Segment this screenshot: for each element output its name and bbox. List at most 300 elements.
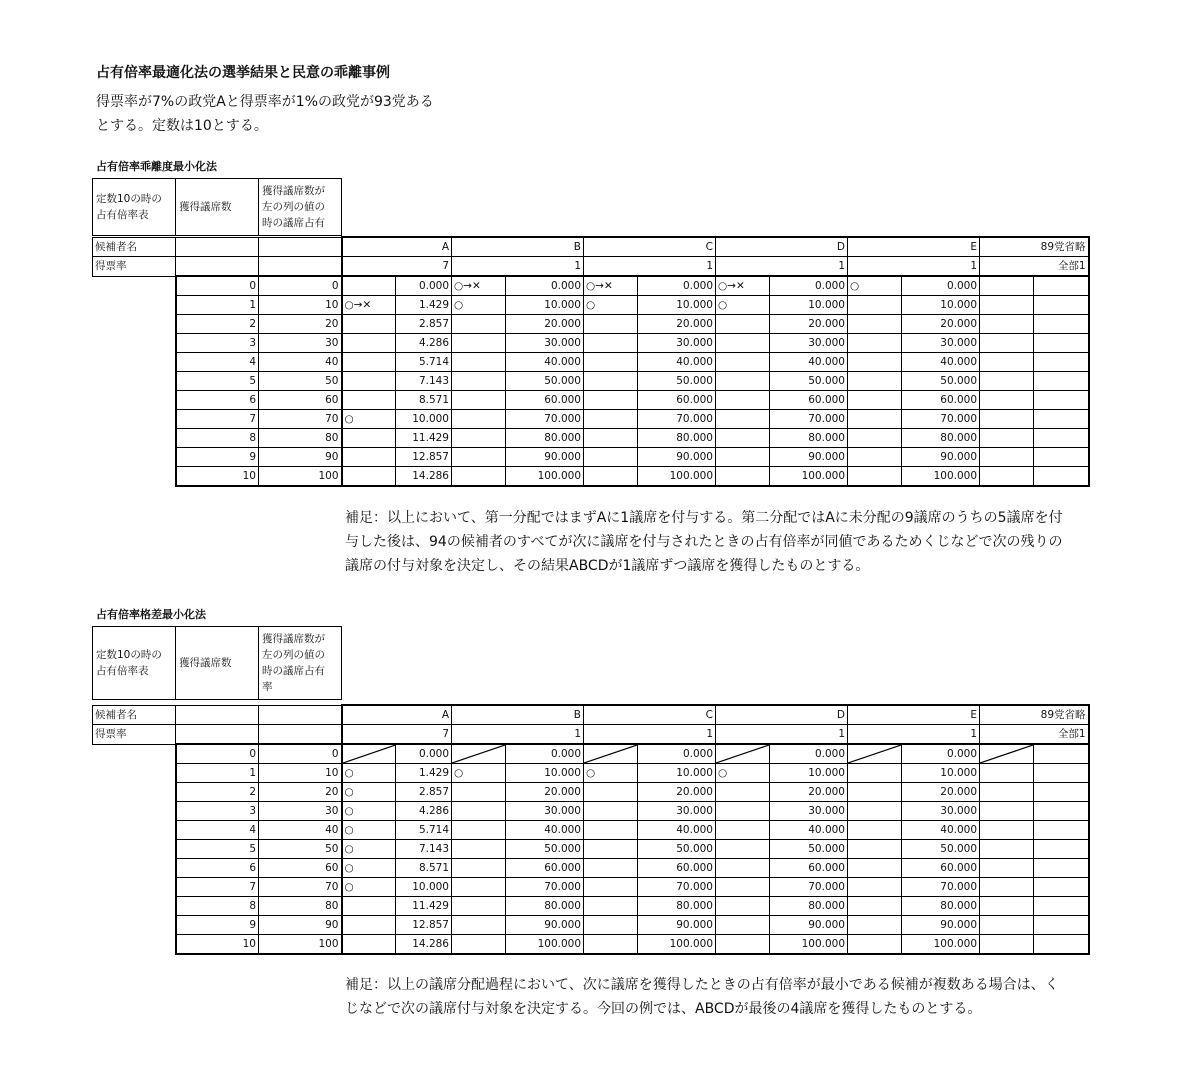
mark-cell — [584, 467, 638, 487]
mark-cell — [716, 372, 770, 391]
mark-cell — [848, 353, 902, 372]
value-cell: 4.286 — [396, 802, 452, 821]
value-cell: 100.000 — [902, 467, 980, 487]
share-cell: 20 — [259, 315, 342, 334]
mark-cell — [980, 353, 1034, 372]
value-cell: 30.000 — [638, 802, 716, 821]
mark-cell — [980, 878, 1034, 897]
empty-cell — [93, 315, 176, 334]
mark-cell — [452, 467, 506, 487]
share-cell: 10 — [259, 296, 342, 315]
value-cell — [1034, 878, 1089, 897]
value-cell: 2.857 — [396, 315, 452, 334]
candidate-cell: 89党省略 — [980, 237, 1089, 257]
mark-cell — [980, 410, 1034, 429]
empty-cell — [93, 764, 176, 783]
mark-cell — [980, 372, 1034, 391]
empty-cell — [176, 257, 259, 277]
mark-cell — [980, 467, 1034, 487]
mark-cell — [584, 391, 638, 410]
mark-cell — [584, 802, 638, 821]
value-cell: 90.000 — [770, 916, 848, 935]
empty-cell — [93, 821, 176, 840]
value-cell: 8.571 — [396, 391, 452, 410]
table-row — [93, 448, 1089, 467]
value-cell — [1034, 334, 1089, 353]
table-row — [93, 353, 1089, 372]
seats-cell: 4 — [176, 821, 259, 840]
table-row — [93, 764, 1089, 783]
mark-cell — [342, 391, 396, 410]
mark-cell — [980, 802, 1034, 821]
share-cell: 40 — [259, 353, 342, 372]
mark-cell — [848, 916, 902, 935]
mark-cell — [452, 935, 506, 955]
value-cell — [1034, 276, 1089, 296]
mark-cell — [584, 410, 638, 429]
value-cell — [1034, 764, 1089, 783]
value-cell — [1034, 429, 1089, 448]
mark-cell — [342, 935, 396, 955]
mark-cell — [980, 859, 1034, 878]
candidate-cell: A — [342, 237, 452, 257]
candidate-row — [93, 237, 1089, 257]
value-cell — [1034, 744, 1089, 764]
table-row — [93, 859, 1089, 878]
share-cell: 100 — [259, 935, 342, 955]
mark-cell — [716, 802, 770, 821]
empty-cell — [93, 802, 176, 821]
seats-cell: 0 — [176, 276, 259, 296]
table-row — [93, 276, 1089, 296]
value-cell — [1034, 821, 1089, 840]
mark-cell: ○→✕ — [716, 276, 770, 296]
table-row — [93, 334, 1089, 353]
value-cell: 10.000 — [506, 764, 584, 783]
value-cell: 11.429 — [396, 897, 452, 916]
value-cell: 10.000 — [638, 764, 716, 783]
empty-cell — [93, 276, 176, 296]
mark-cell — [980, 391, 1034, 410]
candidate-row — [93, 705, 1089, 725]
seats-cell: 1 — [176, 296, 259, 315]
candidate-cell: 全部1 — [980, 257, 1089, 277]
value-cell: 30.000 — [902, 334, 980, 353]
mark-cell — [848, 372, 902, 391]
share-cell: 0 — [259, 276, 342, 296]
value-cell: 20.000 — [902, 315, 980, 334]
seats-cell: 6 — [176, 391, 259, 410]
diagonal-slash — [848, 744, 902, 764]
mark-cell — [980, 821, 1034, 840]
mark-cell — [452, 334, 506, 353]
value-cell: 30.000 — [506, 802, 584, 821]
value-cell: 30.000 — [770, 334, 848, 353]
share-cell: 60 — [259, 859, 342, 878]
mark-cell — [848, 448, 902, 467]
value-cell: 70.000 — [638, 410, 716, 429]
mark-cell: ○ — [584, 764, 638, 783]
mark-cell — [452, 448, 506, 467]
mark-cell — [584, 859, 638, 878]
value-cell: 70.000 — [638, 878, 716, 897]
share-cell: 80 — [259, 429, 342, 448]
mark-cell — [848, 802, 902, 821]
mark-cell — [342, 353, 396, 372]
share-cell: 30 — [259, 334, 342, 353]
note-line: じなどで次の議席付与対象を決定する。今回の例では、ABCDが最後の4議席を獲得したものとする。 — [345, 1001, 982, 1017]
mark-cell — [848, 859, 902, 878]
mark-cell — [848, 821, 902, 840]
candidate-cell: 1 — [584, 725, 716, 745]
share-cell: 90 — [259, 916, 342, 935]
value-cell: 14.286 — [396, 467, 452, 487]
mark-cell: ○ — [342, 802, 396, 821]
mark-cell — [848, 334, 902, 353]
value-cell: 80.000 — [506, 897, 584, 916]
mark-cell — [980, 840, 1034, 859]
mark-cell — [584, 429, 638, 448]
mark-cell: ○ — [342, 410, 396, 429]
seats-cell: 8 — [176, 429, 259, 448]
mark-cell — [848, 467, 902, 487]
value-cell — [1034, 391, 1089, 410]
mark-cell — [452, 391, 506, 410]
seats-cell: 4 — [176, 353, 259, 372]
value-cell — [1034, 897, 1089, 916]
seats-cell: 9 — [176, 448, 259, 467]
diagonal-slash — [342, 744, 396, 764]
header-label: 定数10の時の 占有倍率表 — [93, 179, 176, 236]
note-line: 議席の付与対象を決定し、その結果ABCDが1議席ずつ議席を獲得したものとする。 — [345, 558, 870, 574]
candidate-cell: 1 — [452, 725, 584, 745]
value-cell: 0.000 — [638, 276, 716, 296]
empty-cell — [259, 725, 342, 745]
mark-cell: ○ — [342, 840, 396, 859]
value-cell: 70.000 — [506, 878, 584, 897]
mark-cell — [342, 315, 396, 334]
candidate-cell: 1 — [716, 257, 848, 277]
value-cell: 10.000 — [902, 764, 980, 783]
mark-cell — [716, 448, 770, 467]
mark-cell: ○→✕ — [452, 276, 506, 296]
table-row — [93, 878, 1089, 897]
mark-cell: ○ — [716, 296, 770, 315]
mark-cell — [980, 448, 1034, 467]
header-label: 獲得議席数 — [176, 179, 259, 236]
mark-cell: ○ — [452, 764, 506, 783]
candidate-cell: 1 — [452, 257, 584, 277]
value-cell: 90.000 — [638, 916, 716, 935]
table-row — [93, 296, 1089, 315]
value-cell: 80.000 — [770, 429, 848, 448]
value-cell: 0.000 — [770, 276, 848, 296]
value-cell: 70.000 — [902, 878, 980, 897]
value-cell: 70.000 — [902, 410, 980, 429]
candidate-cell: C — [584, 237, 716, 257]
seats-cell: 3 — [176, 802, 259, 821]
value-cell: 80.000 — [902, 429, 980, 448]
value-cell: 20.000 — [506, 783, 584, 802]
value-cell: 70.000 — [506, 410, 584, 429]
candidate-cell: 7 — [342, 257, 452, 277]
header-label: 定数10の時の 占有倍率表 — [93, 627, 176, 700]
value-cell: 11.429 — [396, 429, 452, 448]
rate-row — [93, 725, 1089, 745]
value-cell: 20.000 — [770, 315, 848, 334]
value-cell: 60.000 — [770, 391, 848, 410]
candidate-cell: B — [452, 705, 584, 725]
table-row — [93, 802, 1089, 821]
candidate-cell: 1 — [716, 725, 848, 745]
mark-cell — [452, 859, 506, 878]
value-cell: 40.000 — [506, 821, 584, 840]
value-cell — [1034, 935, 1089, 955]
share-cell: 50 — [259, 840, 342, 859]
mark-cell — [980, 334, 1034, 353]
mark-cell — [980, 897, 1034, 916]
share-cell: 60 — [259, 391, 342, 410]
row-label: 得票率 — [93, 257, 176, 277]
candidate-cell: E — [848, 237, 980, 257]
diagonal-slash — [584, 744, 638, 764]
value-cell — [1034, 783, 1089, 802]
value-cell — [1034, 840, 1089, 859]
value-cell: 10.000 — [770, 296, 848, 315]
mark-cell — [584, 916, 638, 935]
value-cell: 50.000 — [506, 372, 584, 391]
mark-cell — [980, 916, 1034, 935]
value-cell — [1034, 916, 1089, 935]
header-block — [92, 626, 342, 700]
table-row — [93, 315, 1089, 334]
value-cell: 0.000 — [902, 744, 980, 764]
mark-cell — [584, 935, 638, 955]
mark-cell — [716, 353, 770, 372]
diagonal-slash — [452, 744, 506, 764]
empty-cell — [259, 705, 342, 725]
mark-cell — [342, 448, 396, 467]
intro-line: とする。定数は10とする。 — [96, 118, 268, 134]
share-cell: 80 — [259, 897, 342, 916]
mark-cell — [716, 821, 770, 840]
empty-cell — [93, 744, 176, 764]
section-title: 占有倍率格差最小化法 — [96, 608, 206, 621]
mark-cell — [716, 783, 770, 802]
value-cell: 30.000 — [902, 802, 980, 821]
mark-cell: ○ — [342, 878, 396, 897]
value-cell: 40.000 — [902, 821, 980, 840]
empty-cell — [93, 372, 176, 391]
header-label: 獲得議席数が 左の列の値の 時の議席占有 率 — [259, 627, 342, 700]
value-cell: 60.000 — [770, 859, 848, 878]
value-cell: 60.000 — [902, 391, 980, 410]
note-text — [345, 506, 1105, 578]
share-cell: 100 — [259, 467, 342, 487]
empty-cell — [93, 410, 176, 429]
table-row — [93, 429, 1089, 448]
empty-cell — [176, 705, 259, 725]
mark-cell — [848, 935, 902, 955]
value-cell: 20.000 — [638, 315, 716, 334]
section-title: 占有倍率乖離度最小化法 — [96, 160, 217, 173]
value-cell: 90.000 — [770, 448, 848, 467]
seats-cell: 9 — [176, 916, 259, 935]
mark-cell — [342, 467, 396, 487]
value-cell: 70.000 — [770, 878, 848, 897]
seats-cell: 7 — [176, 410, 259, 429]
mark-cell — [716, 897, 770, 916]
empty-cell — [93, 429, 176, 448]
mark-cell: ○ — [342, 764, 396, 783]
mark-cell — [584, 897, 638, 916]
mark-cell — [342, 276, 396, 296]
candidate-cell: 1 — [848, 257, 980, 277]
seats-cell: 2 — [176, 315, 259, 334]
value-cell: 12.857 — [396, 916, 452, 935]
table-row — [93, 391, 1089, 410]
value-cell: 50.000 — [770, 372, 848, 391]
value-cell — [1034, 448, 1089, 467]
value-cell: 80.000 — [506, 429, 584, 448]
note-line: 与した後は、94の候補者のすべてが次に議席を付与されたときの占有倍率が同値であるためくじなどで次の残りの — [345, 534, 1063, 550]
value-cell: 5.714 — [396, 821, 452, 840]
value-cell: 7.143 — [396, 840, 452, 859]
mark-cell: ○ — [584, 296, 638, 315]
mark-cell — [716, 840, 770, 859]
mark-cell — [980, 783, 1034, 802]
empty-cell — [93, 467, 176, 487]
mark-cell — [452, 353, 506, 372]
value-cell: 50.000 — [902, 372, 980, 391]
mark-cell: ○ — [342, 783, 396, 802]
mark-cell — [342, 916, 396, 935]
empty-cell — [176, 237, 259, 257]
empty-cell — [93, 296, 176, 315]
share-cell: 40 — [259, 821, 342, 840]
candidate-cell: B — [452, 237, 584, 257]
candidate-cell: 全部1 — [980, 725, 1089, 745]
mark-cell: ○→✕ — [342, 296, 396, 315]
share-cell: 30 — [259, 802, 342, 821]
value-cell: 0.000 — [638, 744, 716, 764]
mark-cell — [980, 935, 1034, 955]
mark-cell — [716, 467, 770, 487]
table-row — [93, 840, 1089, 859]
mark-cell — [716, 410, 770, 429]
value-cell: 90.000 — [902, 448, 980, 467]
value-cell: 14.286 — [396, 935, 452, 955]
empty-cell — [93, 783, 176, 802]
candidate-cell: D — [716, 705, 848, 725]
value-cell: 60.000 — [902, 859, 980, 878]
mark-cell — [452, 916, 506, 935]
table-row — [93, 372, 1089, 391]
note-text — [345, 973, 1105, 1021]
value-cell: 40.000 — [638, 821, 716, 840]
mark-cell — [452, 315, 506, 334]
table-row — [93, 467, 1089, 487]
mark-cell — [342, 372, 396, 391]
table-row — [93, 410, 1089, 429]
empty-cell — [93, 840, 176, 859]
mark-cell — [716, 878, 770, 897]
note-line: 補足：以上において、第一分配ではまずAに1議席を付与する。第二分配ではAに未分配の9議席のうちの5議席を付 — [345, 510, 1063, 526]
mark-cell — [848, 840, 902, 859]
value-cell: 0.000 — [506, 276, 584, 296]
intro-text — [96, 90, 434, 138]
mark-cell: ○→✕ — [584, 276, 638, 296]
value-cell — [1034, 859, 1089, 878]
mark-cell: ○ — [716, 764, 770, 783]
seats-cell: 5 — [176, 372, 259, 391]
table-row — [93, 821, 1089, 840]
value-cell: 12.857 — [396, 448, 452, 467]
share-cell: 0 — [259, 744, 342, 764]
value-cell: 0.000 — [902, 276, 980, 296]
value-cell: 20.000 — [638, 783, 716, 802]
value-cell: 10.000 — [638, 296, 716, 315]
value-cell: 5.714 — [396, 353, 452, 372]
seats-cell: 7 — [176, 878, 259, 897]
table-row — [93, 783, 1089, 802]
mark-cell — [584, 315, 638, 334]
empty-cell — [93, 334, 176, 353]
value-cell — [1034, 353, 1089, 372]
mark-cell — [848, 296, 902, 315]
mark-cell — [848, 410, 902, 429]
candidate-cell: 7 — [342, 725, 452, 745]
header-label: 獲得議席数 — [176, 627, 259, 700]
value-cell: 20.000 — [770, 783, 848, 802]
value-cell: 10.000 — [396, 410, 452, 429]
mark-cell: ○ — [848, 276, 902, 296]
mark-cell — [342, 334, 396, 353]
seats-cell: 5 — [176, 840, 259, 859]
seats-cell: 10 — [176, 935, 259, 955]
candidate-cell: C — [584, 705, 716, 725]
seats-cell: 10 — [176, 467, 259, 487]
mark-cell — [584, 353, 638, 372]
value-cell: 10.000 — [770, 764, 848, 783]
diagonal-slash — [716, 744, 770, 764]
value-cell: 50.000 — [902, 840, 980, 859]
value-cell: 7.143 — [396, 372, 452, 391]
mark-cell — [980, 296, 1034, 315]
mark-cell — [584, 448, 638, 467]
mark-cell — [980, 764, 1034, 783]
seats-cell: 1 — [176, 764, 259, 783]
value-cell: 20.000 — [506, 315, 584, 334]
mark-cell — [980, 276, 1034, 296]
share-cell: 50 — [259, 372, 342, 391]
mark-cell: ○ — [452, 296, 506, 315]
mark-cell — [584, 334, 638, 353]
share-cell: 20 — [259, 783, 342, 802]
mark-cell — [584, 878, 638, 897]
value-cell: 40.000 — [638, 353, 716, 372]
allocation-table — [92, 236, 1090, 487]
value-cell: 30.000 — [770, 802, 848, 821]
value-cell: 1.429 — [396, 764, 452, 783]
header-label: 獲得議席数が 左の列の値の 時の議席占有 — [259, 179, 342, 236]
value-cell: 10.000 — [902, 296, 980, 315]
mark-cell: ○ — [342, 821, 396, 840]
value-cell: 80.000 — [638, 897, 716, 916]
value-cell — [1034, 467, 1089, 487]
value-cell: 100.000 — [506, 467, 584, 487]
mark-cell — [342, 429, 396, 448]
